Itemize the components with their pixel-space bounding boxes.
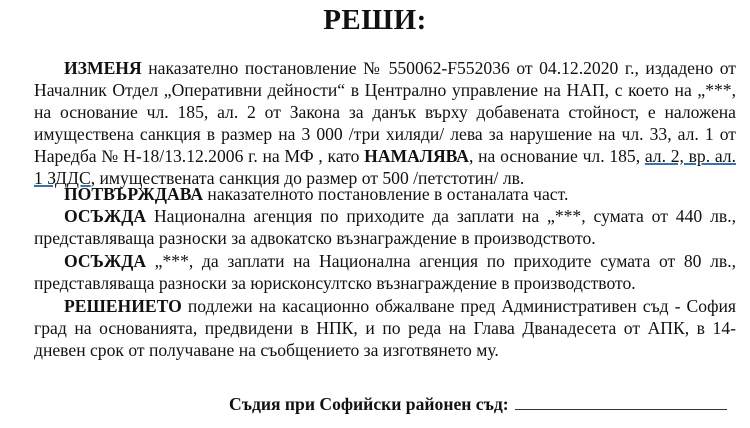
lead-word-confirms: ПОТВЪРЖДАВА [64, 184, 204, 204]
lead-word-amends: ИЗМЕНЯ [64, 58, 142, 78]
paragraph-orders-nap [34, 205, 736, 249]
paragraph-appeal [34, 295, 736, 361]
paragraph-text: наказателното постановление в останалата част. [203, 184, 569, 204]
document-title: РЕШИ: [323, 4, 427, 36]
lead-word-decision: РЕШЕНИЕТО [64, 296, 182, 316]
lead-word-reduces: НАМАЛЯВА [364, 146, 470, 166]
paragraph-text: „***, да заплати на Национална агенция по приходите сумата от 80 лв., представляваща разноски за юрисконсултско възнаграждение в производството. [34, 251, 736, 293]
paragraph-text: , на основание чл. 185, [469, 146, 645, 166]
paragraph-orders-company [34, 250, 736, 294]
signature-label: Съдия при Софийски районен съд: [229, 394, 509, 414]
paragraph-text: наказателно постановление № 550062-F552036 от 04.12.2020 г., издадено от Началник Отдел „Оперативни дейности“ в Централно управление на НАП, с което на „***, на основание чл. 185, ал. 2 от Закона за данък върху добавената стойност, е наложена имуществена санкция в размер на 3 000 /три хиляди/ лева за нарушение на чл. 33, ал. 1 от Наредба № Н-18/13.12.2006 г. на МФ , като [34, 58, 736, 166]
signature-block [229, 393, 727, 415]
paragraph-confirms [34, 183, 736, 205]
paragraph-amends [34, 57, 736, 189]
paragraph-text: подлежи на касационно обжалване пред Административен съд - София град на основанията, предвидени в НПК, и по реда на Глава Дванадесета от АПК, в 14-дневен срок от получаване на съобщението за изготвянето му. [34, 296, 736, 360]
lead-word-orders: ОСЪЖДА [64, 251, 147, 271]
lead-word-orders: ОСЪЖДА [64, 206, 147, 226]
paragraph-text: Национална агенция по приходите да заплати на „***, сумата от 440 лв., представляваща разноски за адвокатско възнаграждение в производството. [34, 206, 736, 248]
paragraph-text: , имуществената санкция до размер от 500 /петстотин/ лв. [90, 168, 525, 188]
signature-line [515, 393, 727, 410]
law-reference-link[interactable]: ал. 2, вр. ал. 1 ЗДДС [34, 146, 736, 188]
